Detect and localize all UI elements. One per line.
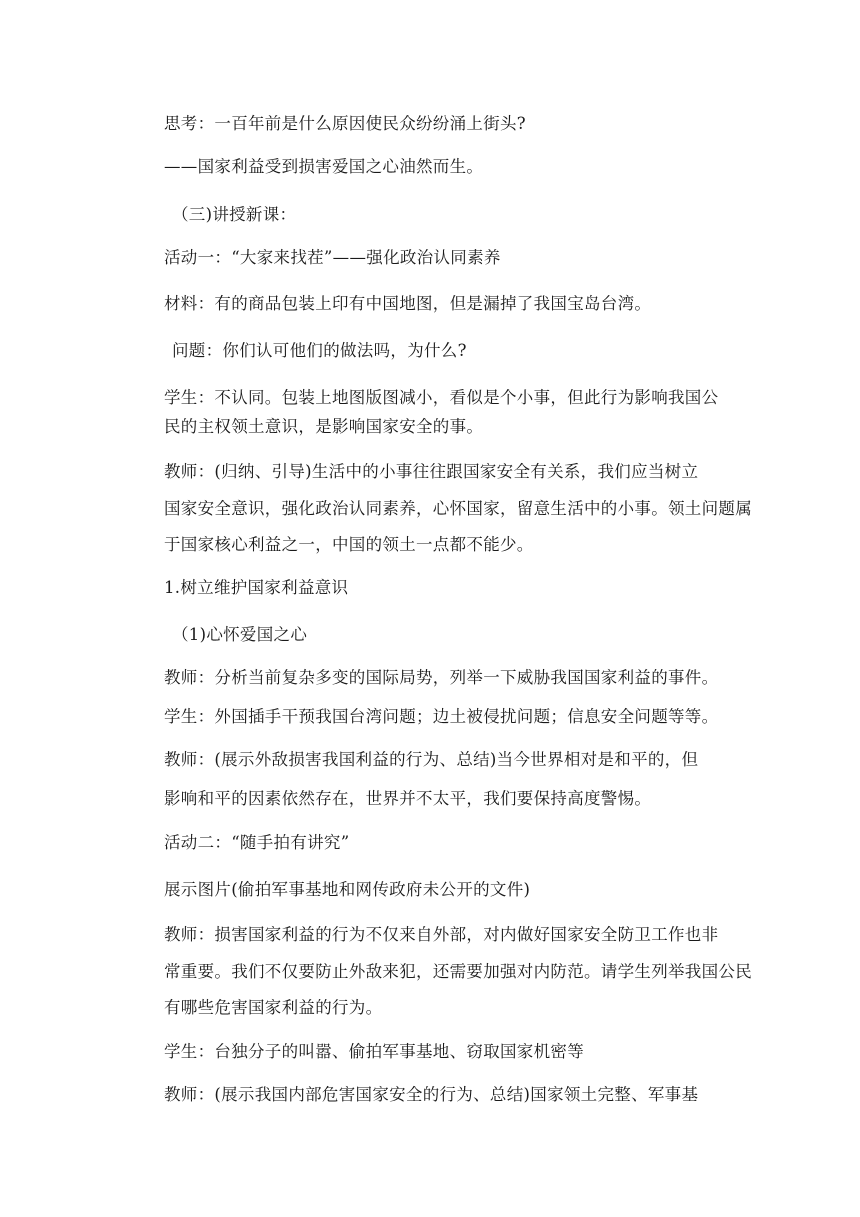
text-line: （三)讲授新课：	[172, 205, 297, 224]
text-line: 教师：损害国家利益的行为不仅来自外部，对内做好国家安全防卫工作也非	[164, 925, 719, 944]
text-line: 教师：(归纳、引导)生活中的小事往往跟国家安全有关系，我们应当树立	[164, 462, 699, 481]
text-line: 教师：(展示我国内部危害国家安全的行为、总结)国家领土完整、军事基	[164, 1085, 699, 1104]
text-line: 学生：不认同。包装上地图版图减小，看似是个小事，但此行为影响我国公	[164, 388, 719, 407]
text-line: 学生：外国插手干预我国台湾问题；边土被侵扰问题；信息安全问题等等。	[164, 707, 719, 726]
text-line: 活动一：“大家来找茬”——强化政治认同素养	[164, 248, 501, 267]
text-line: ——国家利益受到损害爱国之心油然而生。	[164, 157, 484, 176]
text-line: 影响和平的因素依然存在，世界并不太平，我们要保持高度警惕。	[164, 789, 652, 808]
text-line: 教师：分析当前复杂多变的国际局势，列举一下威胁我国国家利益的事件。	[164, 668, 719, 687]
text-line: 民的主权领土意识，是影响国家安全的事。	[164, 417, 484, 436]
text-line: 有哪些危害国家利益的行为。	[164, 998, 383, 1017]
text-line: 国家安全意识，强化政治认同素养，心怀国家，留意生活中的小事。领土问题属	[164, 499, 752, 518]
text-line: 于国家核心利益之一，中国的领土一点都不能少。	[164, 535, 534, 554]
text-line: 材料：有的商品包装上印有中国地图，但是漏掉了我国宝岛台湾。	[164, 294, 652, 313]
text-line: 常重要。我们不仅要防止外敌来犯，还需要加强对内防范。请学生列举我国公民	[164, 962, 752, 981]
text-line: 1.树立维护国家利益意识	[164, 578, 349, 597]
text-line: 问题：你们认可他们的做法吗，为什么?	[172, 341, 467, 360]
text-line: 教师：(展示外敌损害我国利益的行为、总结)当今世界相对是和平的，但	[164, 750, 699, 769]
text-line: 展示图片(偷拍军事基地和网传政府未公开的文件)	[164, 880, 531, 899]
text-line: （1)心怀爱国之心	[172, 625, 308, 644]
text-line: 活动二：“随手拍有讲究”	[164, 833, 350, 852]
text-line: 学生：台独分子的叫嚣、偷拍军事基地、窃取国家机密等	[164, 1042, 584, 1061]
text-line: 思考：一百年前是什么原因使民众纷纷涌上街头?	[164, 114, 526, 133]
